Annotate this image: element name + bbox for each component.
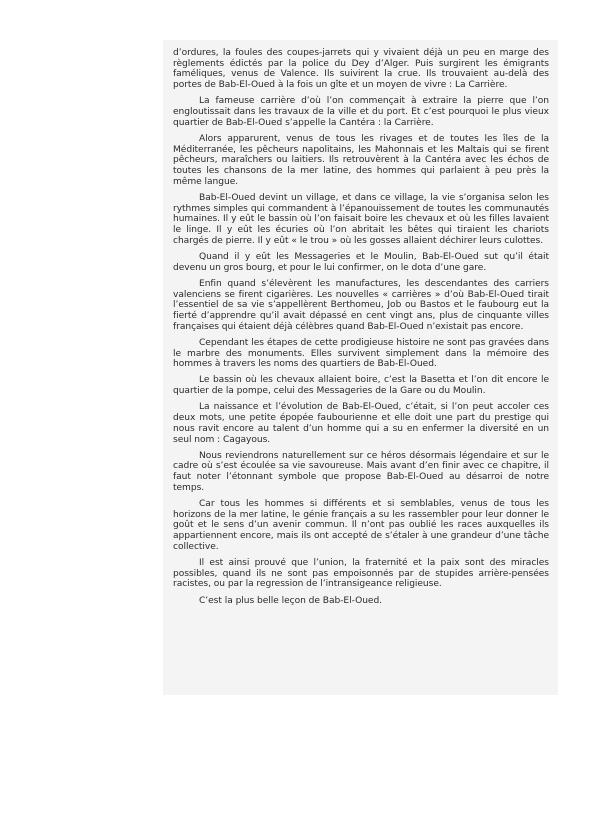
paragraph: La fameuse carrière d’où l’on commençait à extraire la pierre que l’on engloutissait dans les travaux de la ville et du port. Et c’est pourquoi le plus vieux quartier de Bab-El-Oued s’appelle la Cantéra : la Carrière. — [173, 96, 549, 128]
paragraph: Bab-El-Oued devint un village, et dans ce village, la vie s’organisa selon les rythmes simples qui commandent à l’épanouissement de toutes les communautés humaines. Il y eût le bassin où l’on faisait boire les chevaux et où les filles lavaient le linge. Il y eût les écuries où l’on abritait les bêtes qui tiraient les chariots chargés de pierre. Il y eût « le trou » où les gosses allaient déchirer leurs culottes. — [173, 192, 549, 246]
paragraph: Il est ainsi prouvé que l’union, la fraternité et la paix sont des miracles possibles, quand ils ne sont pas empoisonnés par de stupides arrière-pensées racistes, ou par la regression de l’intransigeance religieuse. — [173, 558, 549, 590]
paragraph: Le bassin où les chevaux allaient boire, c’est la Basetta et l’on dit encore le quartier de la pompe, celui des Messageries de la Gare ou du Moulin. — [173, 375, 549, 397]
document-body — [173, 48, 549, 606]
paragraph: Alors apparurent, venus de tous les rivages et de toutes les îles de la Méditerranée, les pêcheurs napolitains, les Mahonnais et les Maltais qui se firent pêcheurs, maraîchers ou laitiers. Ils retrouvèrent à la Cantéra avec les échos de toutes les chansons de la mer latine, des hommes qui parlaient à peu près la même langue. — [173, 133, 549, 187]
paragraph: Car tous les hommes si différents et si semblables, venus de tous les horizons de la mer latine, le génie français a su les rassembler pour leur donner le goût et le sens d’un avenir commun. Il n’ont pas oublié les races auxquelles ils appartiennent encore, mais ils ont accepté de s’étaler à une grandeur d’une tâche collective. — [173, 499, 549, 552]
paragraph: d’ordures, la foules des coupes-jarrets qui y vivaient déjà un peu en marge des règlements édictés par la police du Dey d’Alger. Puis surgirent les émigrants faméliques, venus de Valence. Ils suivirent la crue. Ils trouvaient au-delà des portes de Bab-El-Oued à la fois un gîte et un moyen de vivre : La Carrière. — [173, 48, 549, 91]
paragraph: Enfin quand s’élevèrent les manufactures, les descendantes des carriers valenciens se firent cigarières. Les nouvelles « carrières » d’où Bab-El-Oued tirait l’essentiel de sa vie s’appellèrent Berthomeu, Job ou Bastos et le faubourg eut la fierté d’apprendre qu’il avait dépassé en cent vingt ans, plus de cinquante villes françaises qui étaient déjà célèbres quand Bab-El-Oued n’existait pas encore. — [173, 278, 549, 332]
paragraph: Cependant les étapes de cette prodigieuse histoire ne sont pas gravées dans le marbre des monuments. Elles survivent simplement dans la mémoire des hommes à travers les noms des quartiers de Bab-El-Oued. — [173, 337, 549, 370]
paragraph: C’est la plus belle leçon de Bab-El-Oued. — [199, 595, 383, 606]
paragraph: Nous reviendrons naturellement sur ce héros désormais légendaire et sur le cadre où s’est écoulée sa vie savoureuse. Mais avant d’en finir avec ce chapitre, il faut noter l’étonnant symbole que propose Bab-El-Oued au désarroi de notre temps. — [173, 450, 549, 493]
paragraph: La naissance et l’évolution de Bab-El-Oued, c’était, si l’on peut accoler ces deux mots, une petite épopée faubourienne et elle doit une part du prestige qui nous ravit encore au talent d’un homme qui a su en enfermer la diversité en un seul nom : Cagayous. — [173, 402, 549, 445]
paragraph: Quand il y eût les Messageries et le Moulin, Bab-El-Oued sut qu’il était devenu un gros bourg, et pour le lui confirmer, on le dota d’une gare. — [173, 251, 549, 273]
